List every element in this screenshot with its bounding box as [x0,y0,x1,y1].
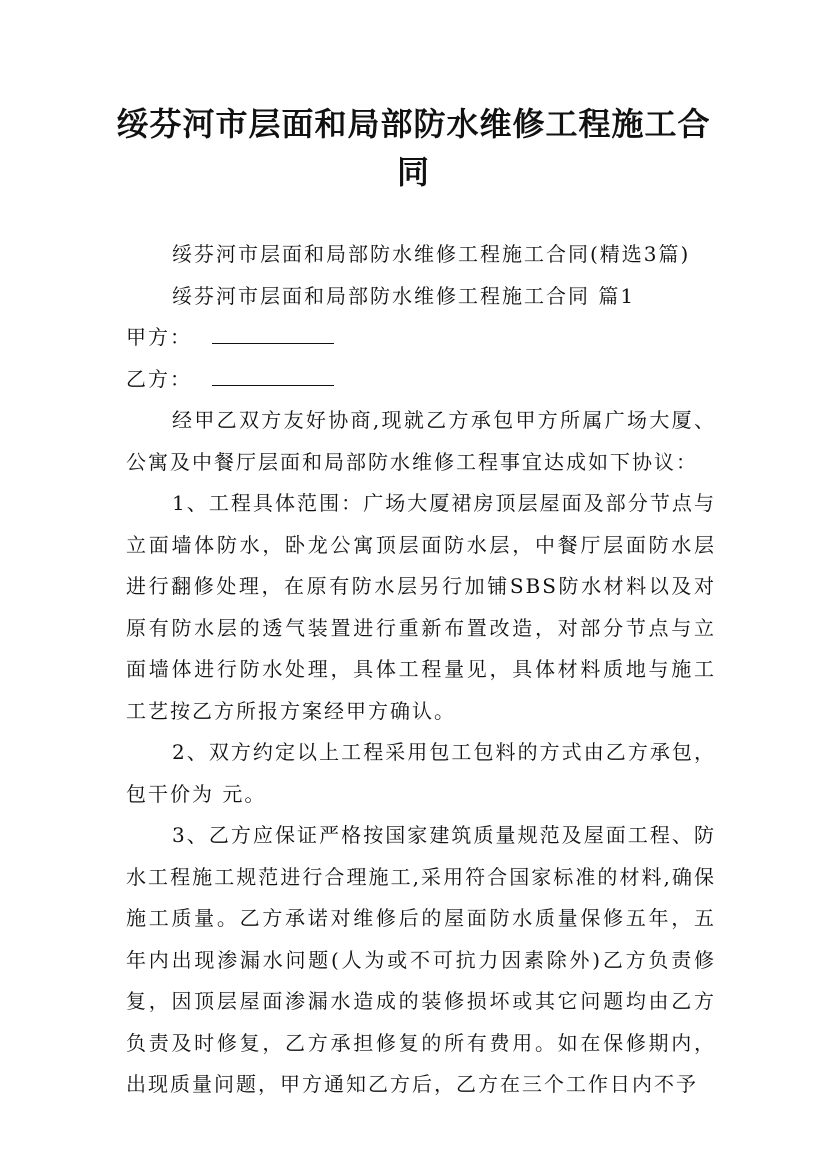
section-heading: 绥芬河市层面和局部防水维修工程施工合同 篇1 [172,283,636,308]
party-a-label: 甲方： [126,325,192,349]
document-title: 绥芬河市层面和局部防水维修工程施工合同 [116,105,711,191]
paragraph-intro: 经甲乙双方友好协商,现就乙方承包甲方所属广场大厦、公寓及中餐厅层面和局部防水维修工程事宜达成如下协议： [126,408,716,474]
paragraph-clause-1: 1、工程具体范围：广场大厦裙房顶层屋面及部分节点与立面墙体防水，卧龙公寓顶层面防水层，中餐厅层面防水层进行翻修处理，在原有防水层另行加铺SBS防水材料以及对原有防水层的透气装置进行重新布置改造，对部分节点与立面墙体进行防水处理，具体工程量见，具体材料质地与施工工艺按乙方所报方案经甲方确认。 [126,491,716,723]
document-subtitle: 绥芬河市层面和局部防水维修工程施工合同(精选3篇) [172,242,691,266]
party-b-blank-line [212,359,334,386]
party-a-row [126,317,716,359]
paragraph-clause-2: 2、双方约定以上工程采用包工包料的方式由乙方承包，包干价为 元。 [126,740,716,806]
document-body [126,234,716,1106]
party-b-label: 乙方： [126,366,192,391]
party-b-row [126,359,716,401]
party-a-blank-line [212,317,334,344]
paragraph-clause-3: 3、乙方应保证严格按国家建筑质量规范及屋面工程、防水工程施工规范进行合理施工,采用符合国家标准的材料,确保施工质量。乙方承诺对维修后的屋面防水质量保修五年，五年内出现渗漏水问题(人为或不可抗力因素除外)乙方负责修复，因顶层屋面渗漏水造成的装修损坏或其它问题均由乙方负责及时修复，乙方承担修复的所有费用。如在保修期内，出现质量问题，甲方通知乙方后，乙方在三个工作日内不予 [126,823,716,1096]
